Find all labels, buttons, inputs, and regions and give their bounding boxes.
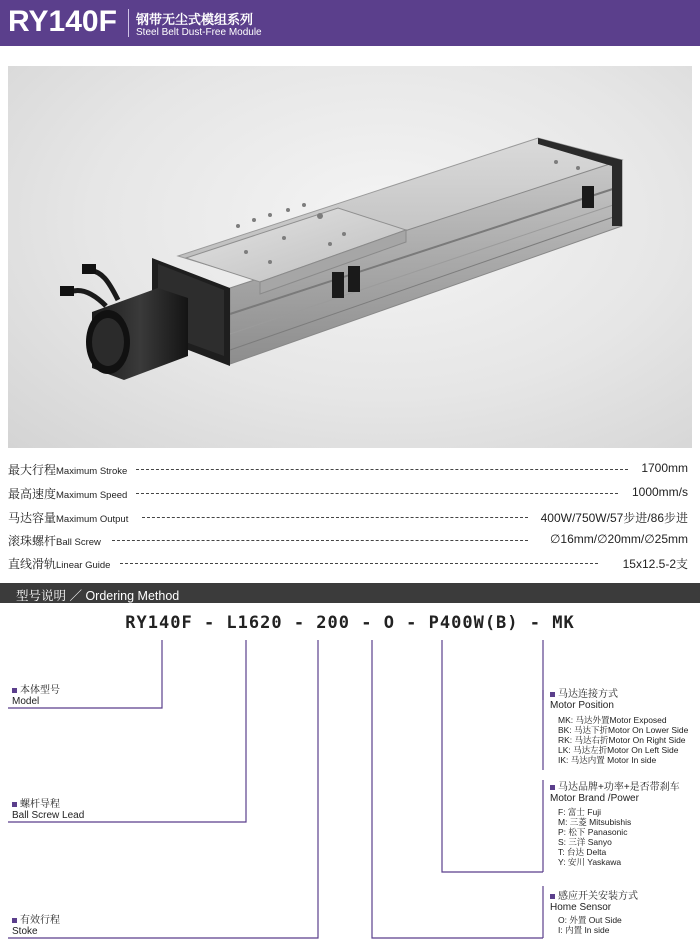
label-model: [12, 685, 60, 707]
label-home-sensor-en: Home Sensor: [550, 902, 612, 913]
option-item: LK: 马达左折Motor On Left Side: [558, 745, 679, 755]
label-motor-position-en: Motor Position: [550, 700, 614, 711]
label-home-sensor: [550, 891, 638, 913]
spec-label-en: Maximum Stroke: [56, 466, 128, 477]
option-item: P: 松下 Panasonic: [558, 827, 628, 837]
spec-value: 400W/750W/57步进/86步进: [537, 509, 688, 526]
label-marker: [12, 688, 17, 693]
header-subtitle-cn: 钢带无尘式模组系列: [136, 12, 254, 27]
spec-label-cn: 直线滑轨: [8, 557, 57, 571]
spec-value: 1700mm: [637, 461, 688, 475]
label-lead-cn: 螺杆导程: [20, 799, 60, 810]
spec-value: ∅16mm/∅20mm/∅25mm: [546, 532, 688, 546]
option-item: F: 富士 Fuji: [558, 807, 601, 817]
label-marker: [550, 894, 555, 899]
spec-label-cn: 最大行程: [8, 463, 57, 477]
motor-position-options: [558, 715, 688, 765]
label-motor-brand: [550, 782, 680, 804]
ordering-method-title: 型号说明 ／ Ordering Method: [16, 589, 180, 603]
option-item: I: 内置 In side: [558, 925, 610, 935]
option-item: MK: 马达外置Motor Exposed: [558, 715, 667, 725]
option-item: BK: 马达下折Motor On Lower Side: [558, 725, 689, 735]
label-lead-en: Ball Screw Lead: [12, 810, 85, 821]
label-marker: [12, 918, 17, 923]
label-marker: [550, 692, 555, 697]
option-item: S: 三洋 Sanyo: [558, 837, 612, 847]
spec-label-cn: 马达容量: [8, 511, 57, 525]
model-code: RY140F - L1620 - 200 - O - P400W(B) - MK: [125, 613, 575, 633]
motor-brand-options: [558, 807, 631, 867]
page-title: RY140F: [8, 5, 117, 38]
spec-value: 15x12.5-2支: [619, 555, 688, 572]
option-item: T: 台达 Delta: [558, 847, 607, 857]
label-stroke-cn: 有效行程: [20, 915, 60, 926]
spec-label-cn: 最高速度: [8, 487, 57, 501]
option-item: O: 外置 Out Side: [558, 915, 622, 925]
label-motor-brand-en: Motor Brand /Power: [550, 793, 639, 804]
option-item: IK: 马达内置 Motor In side: [558, 755, 657, 765]
label-stroke-en: Stoke: [12, 926, 38, 937]
label-model-en: Model: [12, 696, 40, 707]
spec-value: 1000mm/s: [628, 485, 688, 499]
option-item: M: 三菱 Mitsubishis: [558, 817, 632, 827]
spec-label-en: Maximum Output: [56, 514, 129, 525]
label-motor-position: [550, 689, 618, 711]
header-subtitle-en: Steel Belt Dust-Free Module: [136, 27, 262, 38]
spec-label-cn: 滚珠螺杆: [8, 534, 57, 548]
label-motor-position-cn: 马达连接方式: [558, 689, 618, 700]
label-marker: [550, 785, 555, 790]
home-sensor-options: [558, 915, 622, 935]
label-stroke: [12, 915, 60, 937]
spec-label-en: Maximum Speed: [56, 490, 128, 501]
option-item: Y: 安川 Yaskawa: [558, 857, 622, 867]
label-motor-brand-cn: 马达品牌+功率+是否带刹车: [558, 782, 680, 793]
label-marker: [12, 802, 17, 807]
label-model-cn: 本体型号: [20, 685, 60, 696]
spec-label-en: Ball Screw: [56, 537, 101, 548]
label-ball-screw-lead: [12, 799, 84, 821]
label-home-sensor-cn: 感应开关安装方式: [558, 891, 638, 902]
spec-label-en: Linear Guide: [56, 560, 111, 571]
option-item: RK: 马达右折Motor On Right Side: [558, 735, 686, 745]
